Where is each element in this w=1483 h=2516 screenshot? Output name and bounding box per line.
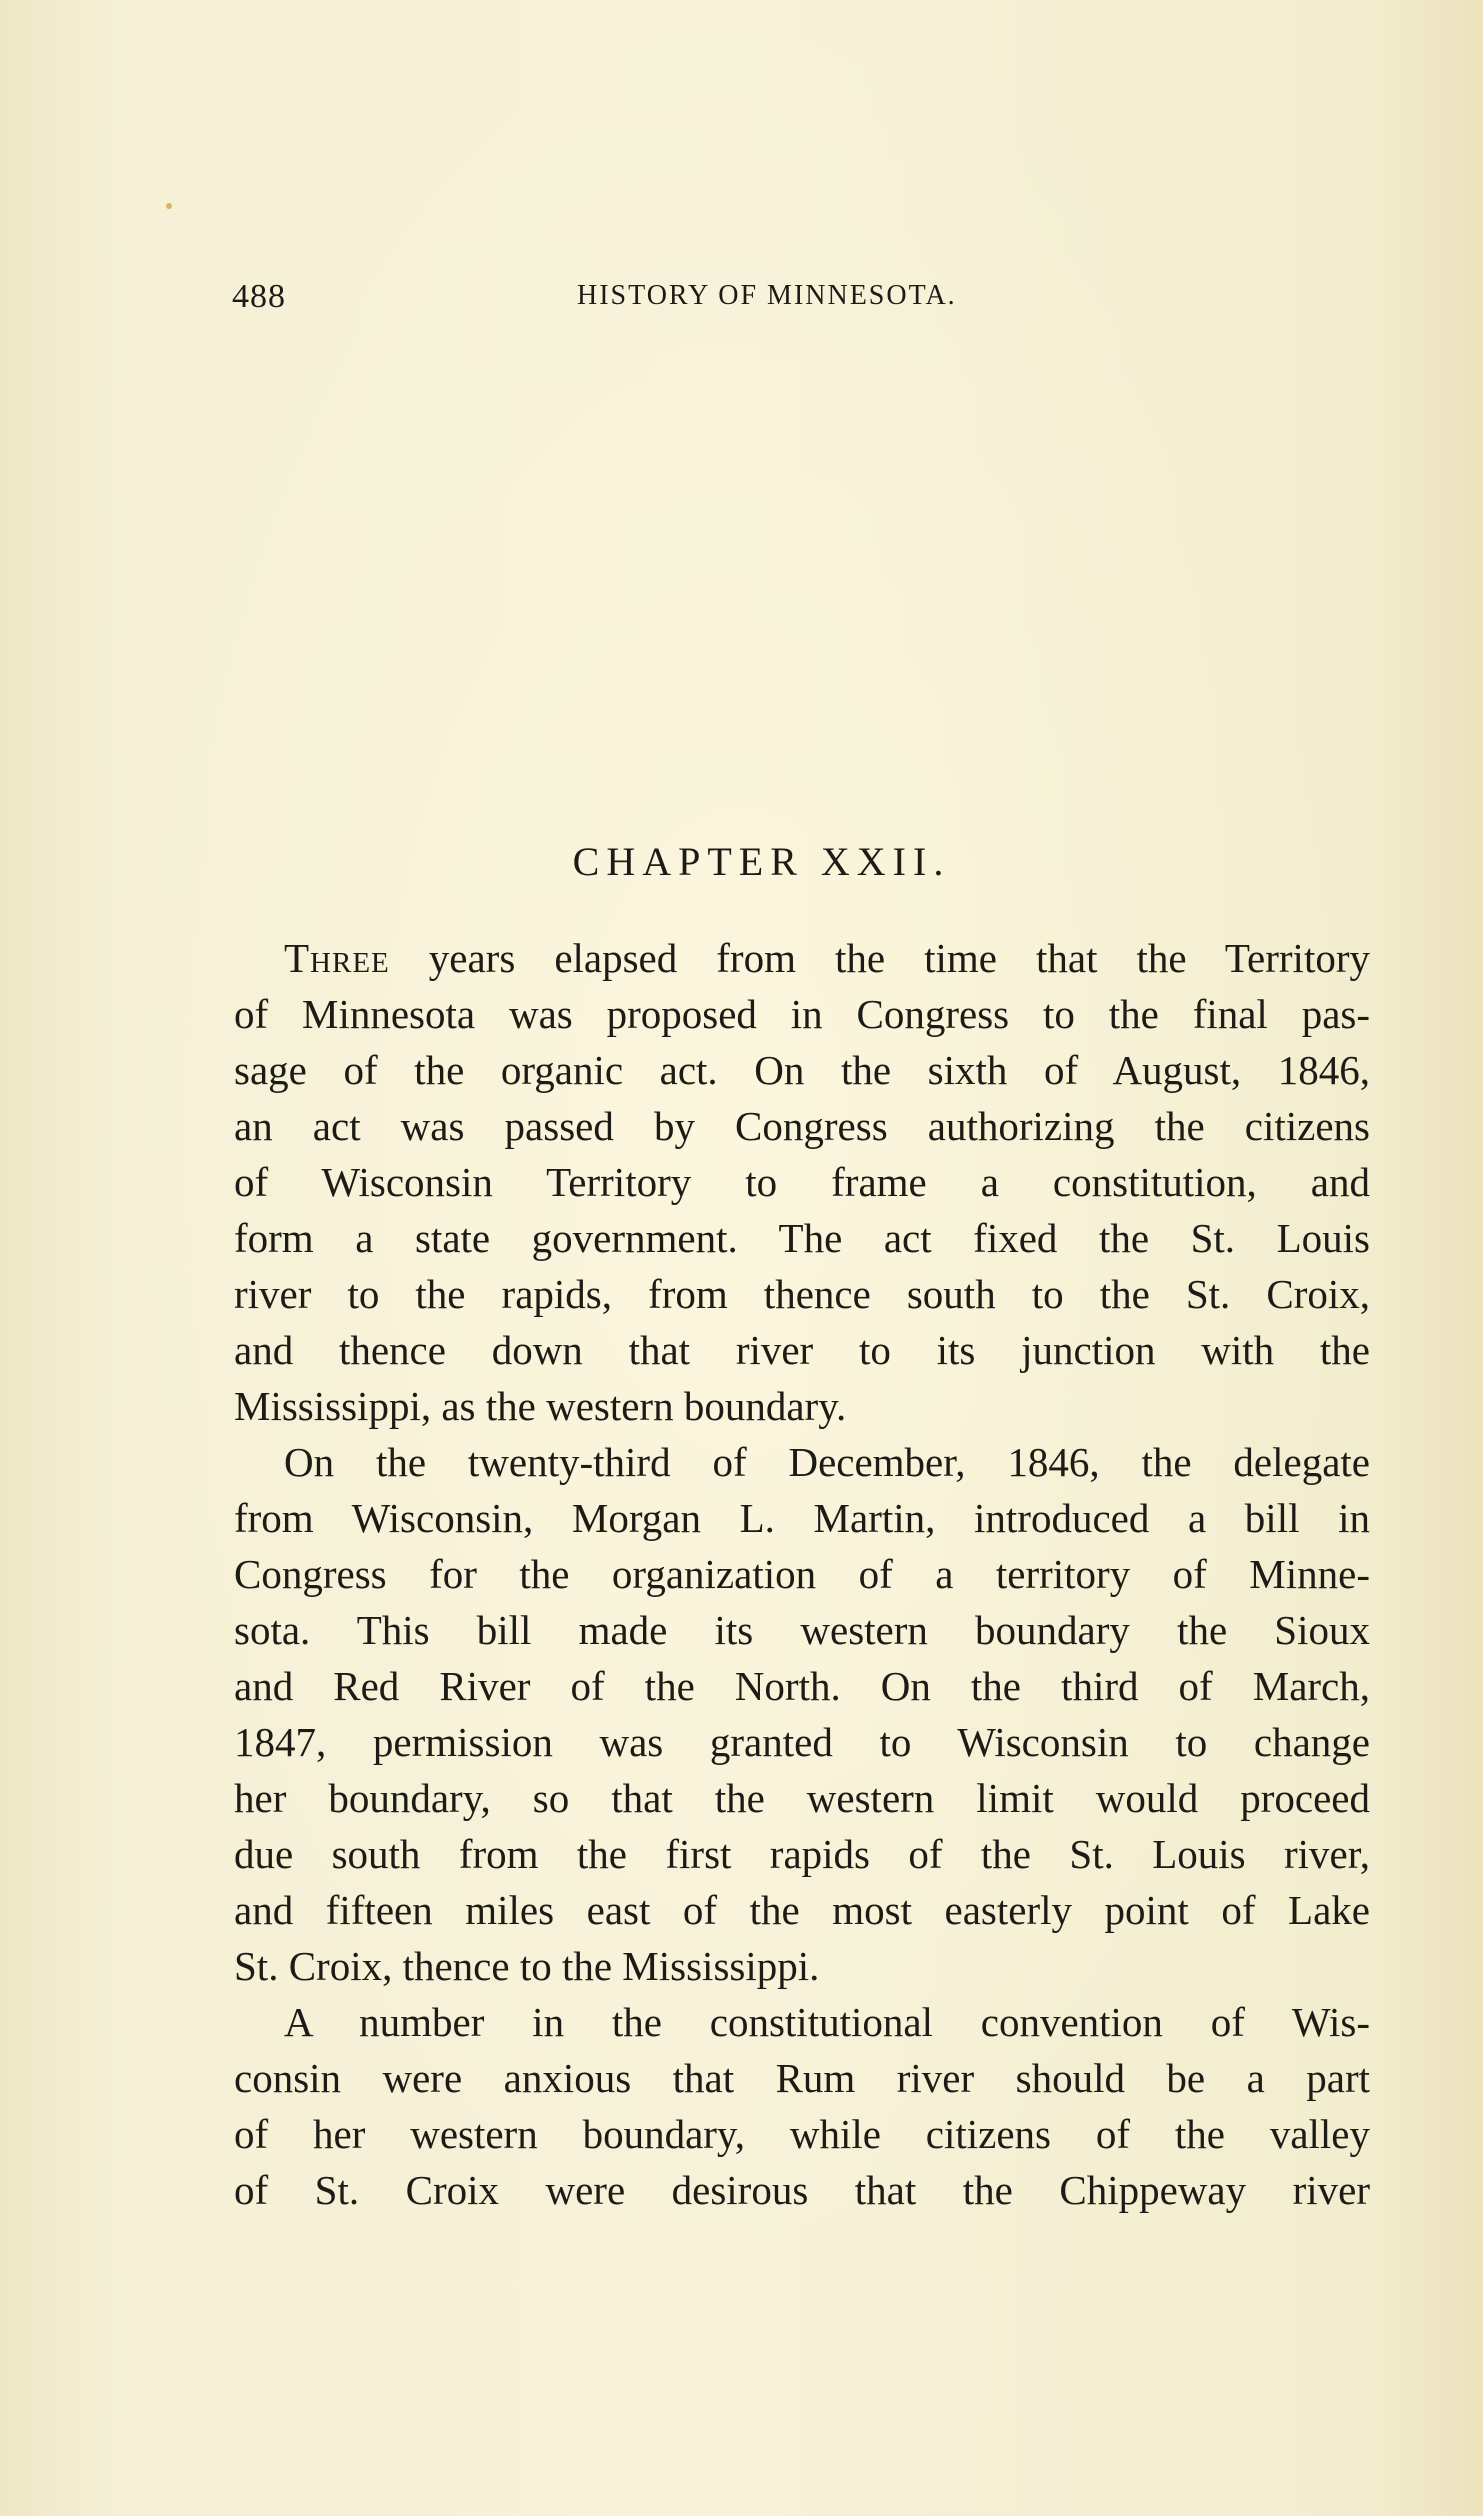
body-text [234,930,1370,2218]
text-line: river to the rapids, from thence south to the St. Croix, [234,1271,1370,1317]
paragraph-2 [234,1434,1370,1994]
text-line: form a state government. The act fixed the St. Louis [234,1215,1370,1261]
text-line: of Wisconsin Territory to frame a constitution, and [234,1159,1370,1205]
text-line: Congress for the organization of a territory of Minne- [234,1551,1370,1597]
text-line: and thence down that river to its junction with the [234,1327,1370,1373]
text-line: sota. This bill made its western boundary the Sioux [234,1607,1370,1653]
text-line: consin were anxious that Rum river should be a part [234,2055,1370,2101]
text-line: 1847, permission was granted to Wisconsin to change [234,1719,1370,1765]
page-number: 488 [232,278,286,315]
paper-stain [166,203,172,209]
text-line: and Red River of the North. On the third of March, [234,1663,1370,1709]
text-line: On the twenty-third of December, 1846, the delegate [284,1439,1370,1485]
text-line: of St. Croix were desirous that the Chippeway river [234,2167,1370,2213]
chapter-title: CHAPTER XXII. [572,839,951,884]
text-line: Mississippi, as the western boundary. [234,1383,847,1429]
text-line [234,930,1370,986]
paragraph-3 [234,1994,1370,2218]
text-span: years elapsed from the time that the Territory [389,935,1370,981]
running-head: HISTORY OF MINNESOTA. [577,280,957,311]
text-line: an act was passed by Congress authorizing the citizens [234,1103,1370,1149]
page-header [232,278,1372,318]
text-line: sage of the organic act. On the sixth of August, 1846, [234,1047,1370,1093]
text-line: and fifteen miles east of the most easterly point of Lake [234,1887,1370,1933]
text-line: A number in the constitutional convention of Wis- [284,1999,1370,2045]
text-line: St. Croix, thence to the Mississippi. [234,1943,820,1989]
paragraph-1 [234,930,1370,1434]
text-line: due south from the first rapids of the St. Louis river, [234,1831,1370,1877]
text-line: of Minnesota was proposed in Congress to the final pas- [234,991,1370,1037]
text-line: her boundary, so that the western limit would proceed [234,1775,1370,1821]
lead-word: Three [284,935,390,981]
text-line: of her western boundary, while citizens of the valley [234,2111,1370,2157]
text-line: from Wisconsin, Morgan L. Martin, introduced a bill in [234,1495,1370,1541]
